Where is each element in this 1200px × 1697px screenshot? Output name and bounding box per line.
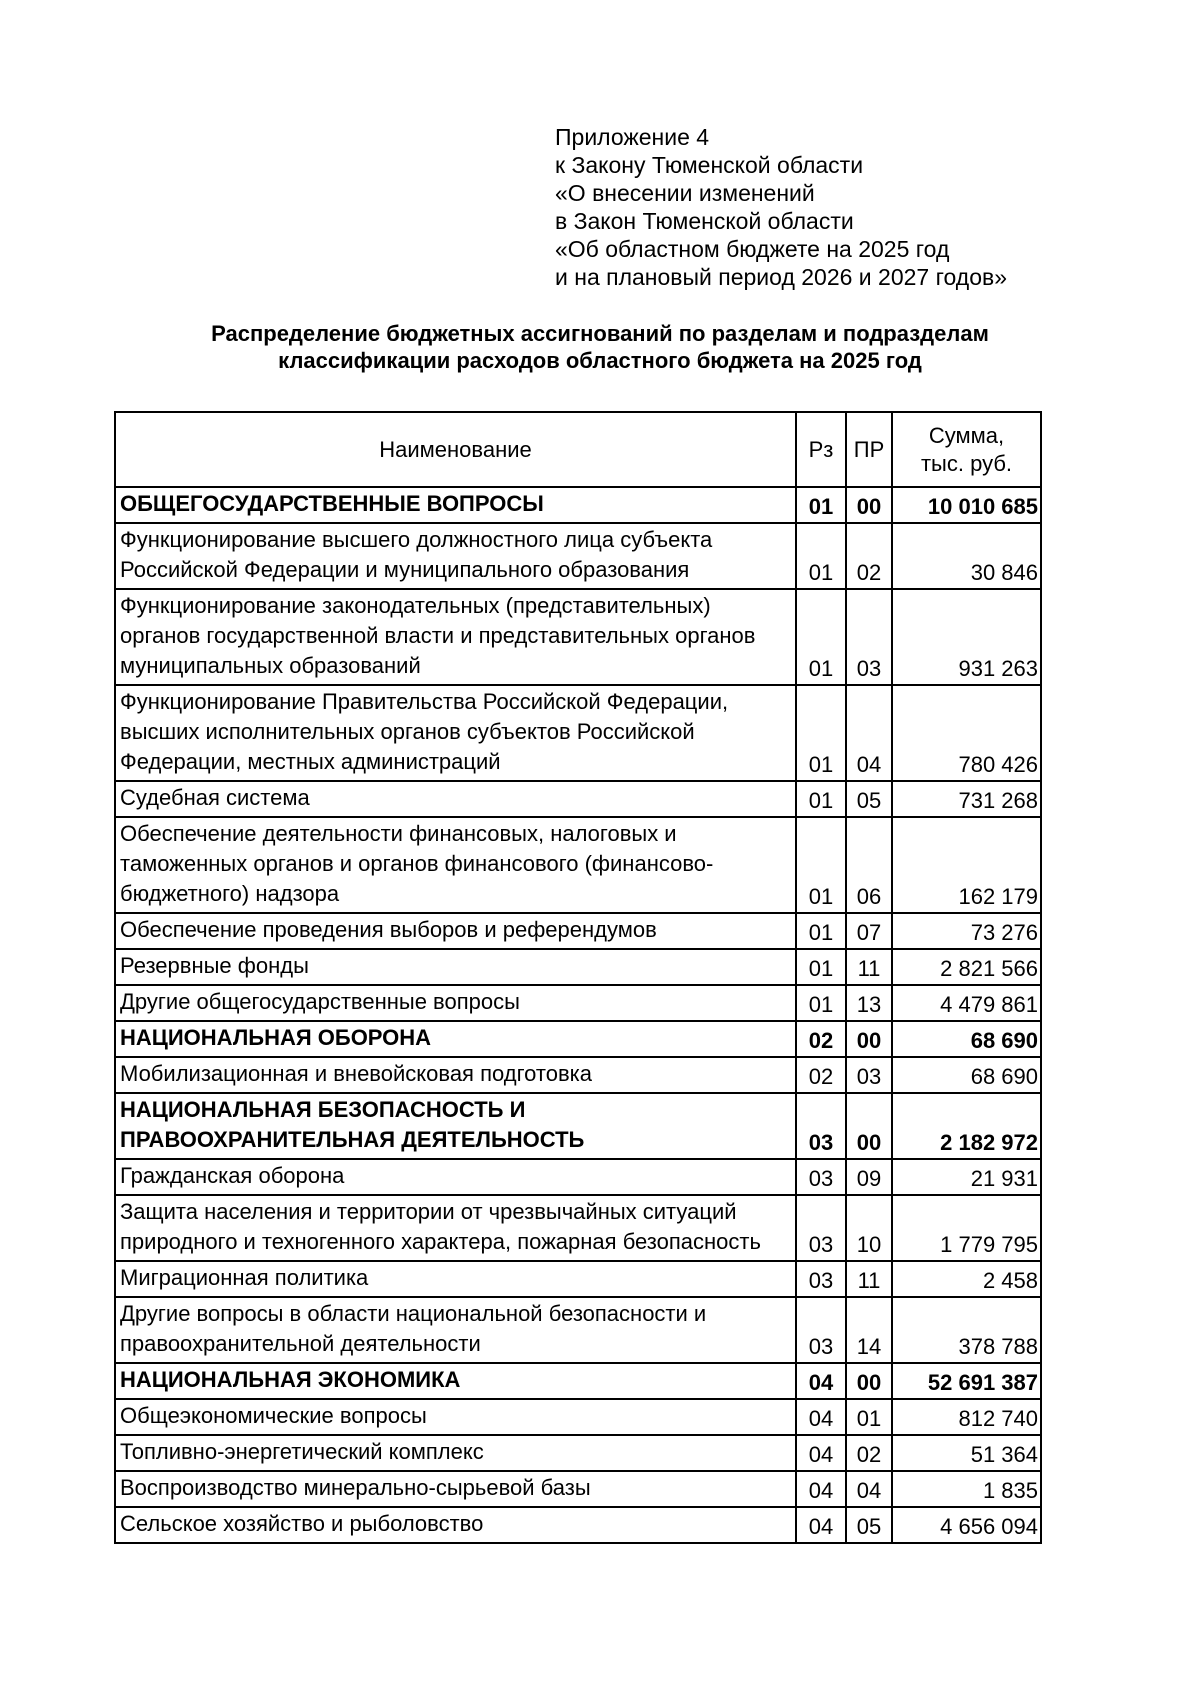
row-pr: 05 xyxy=(856,788,882,813)
row-pr-cell xyxy=(846,1507,892,1543)
row-rz: 04 xyxy=(808,1370,834,1395)
row-pr-cell xyxy=(846,1435,892,1471)
column-header-sum-line: Сумма, xyxy=(928,422,1005,448)
appendix-line: к Закону Тюменской области xyxy=(555,152,864,178)
document-title-line: классификации расходов областного бюджета на 2025 год xyxy=(278,348,922,373)
row-sum: 68 690 xyxy=(970,1028,1038,1053)
row-rz: 03 xyxy=(808,1166,834,1191)
table-row xyxy=(115,949,1041,985)
row-rz: 04 xyxy=(808,1442,834,1467)
row-sum: 812 740 xyxy=(958,1406,1038,1431)
row-sum: 1 779 795 xyxy=(940,1232,1038,1257)
appendix-header xyxy=(555,123,1007,291)
document-title-line: Распределение бюджетных ассигнований по разделам и подразделам xyxy=(211,321,989,346)
row-name: Обеспечение проведения выборов и референдумов xyxy=(115,913,796,949)
row-sum: 21 931 xyxy=(970,1166,1038,1191)
row-rz-cell xyxy=(796,1093,846,1159)
row-rz-cell xyxy=(796,685,846,781)
row-pr-cell xyxy=(846,487,892,523)
row-rz-cell xyxy=(796,1021,846,1057)
row-rz-cell xyxy=(796,913,846,949)
row-rz: 03 xyxy=(808,1130,834,1155)
row-name: НАЦИОНАЛЬНАЯ ЭКОНОМИКА xyxy=(115,1363,796,1399)
row-name: Защита населения и территории от чрезвычайных ситуаций природного и техногенного характера, пожарная безопасность xyxy=(115,1195,796,1261)
row-sum: 51 364 xyxy=(970,1442,1038,1467)
row-sum-cell xyxy=(892,1093,1041,1159)
table-row xyxy=(115,1297,1041,1363)
row-rz-cell xyxy=(796,1195,846,1261)
row-rz: 03 xyxy=(808,1334,834,1359)
row-sum: 4 479 861 xyxy=(940,992,1038,1017)
row-rz: 01 xyxy=(808,884,834,909)
table-body xyxy=(115,487,1041,1543)
row-rz-cell xyxy=(796,589,846,685)
table-row xyxy=(115,1195,1041,1261)
table-row xyxy=(115,1435,1041,1471)
row-pr-cell xyxy=(846,781,892,817)
row-sum: 2 458 xyxy=(982,1268,1038,1293)
row-pr-cell xyxy=(846,985,892,1021)
row-pr: 11 xyxy=(857,956,881,981)
row-sum-cell xyxy=(892,685,1041,781)
table-section-row xyxy=(115,1363,1041,1399)
row-rz: 04 xyxy=(808,1406,834,1431)
table-row xyxy=(115,1261,1041,1297)
row-sum: 731 268 xyxy=(958,788,1038,813)
row-name: Воспроизводство минерально-сырьевой базы xyxy=(115,1471,796,1507)
row-pr-cell xyxy=(846,1399,892,1435)
row-name: Обеспечение деятельности финансовых, налоговых и таможенных органов и органов финансового (финансово-бюджетного) надзора xyxy=(115,817,796,913)
row-pr: 14 xyxy=(856,1334,882,1359)
row-name: НАЦИОНАЛЬНАЯ ОБОРОНА xyxy=(115,1021,796,1057)
row-pr-cell xyxy=(846,1363,892,1399)
row-pr-cell xyxy=(846,1261,892,1297)
row-rz-cell xyxy=(796,781,846,817)
appendix-line: и на плановый период 2026 и 2027 годов» xyxy=(555,264,1007,290)
appendix-line: «Об областном бюджете на 2025 год xyxy=(555,236,950,262)
row-rz: 04 xyxy=(808,1514,834,1539)
row-rz-cell xyxy=(796,1297,846,1363)
column-header-name: Наименование xyxy=(115,412,796,487)
table-row xyxy=(115,781,1041,817)
table-row xyxy=(115,1399,1041,1435)
row-pr-cell xyxy=(846,1057,892,1093)
row-sum: 52 691 387 xyxy=(927,1370,1038,1395)
row-rz: 01 xyxy=(808,752,834,777)
row-sum-cell xyxy=(892,913,1041,949)
table-row xyxy=(115,1507,1041,1543)
row-sum-cell xyxy=(892,1261,1041,1297)
row-sum: 73 276 xyxy=(970,920,1038,945)
row-pr-cell xyxy=(846,1021,892,1057)
row-sum-cell xyxy=(892,1399,1041,1435)
row-rz: 01 xyxy=(808,920,834,945)
row-rz-cell xyxy=(796,985,846,1021)
row-sum-cell xyxy=(892,1471,1041,1507)
row-sum: 10 010 685 xyxy=(927,494,1038,519)
row-rz-cell xyxy=(796,1057,846,1093)
table-row xyxy=(115,985,1041,1021)
row-rz: 02 xyxy=(808,1064,834,1089)
row-pr: 04 xyxy=(856,752,882,777)
row-pr-cell xyxy=(846,1471,892,1507)
document-title xyxy=(100,320,1100,374)
row-pr: 13 xyxy=(856,992,882,1017)
table-section-row xyxy=(115,1093,1041,1159)
row-rz: 01 xyxy=(808,560,834,585)
table-header-row xyxy=(115,412,1041,487)
row-rz-cell xyxy=(796,523,846,589)
table-section-row xyxy=(115,1021,1041,1057)
row-sum-cell xyxy=(892,1507,1041,1543)
row-sum-cell xyxy=(892,1297,1041,1363)
row-sum: 931 263 xyxy=(958,656,1038,681)
row-rz: 02 xyxy=(808,1028,834,1053)
row-rz-cell xyxy=(796,1435,846,1471)
row-rz: 01 xyxy=(808,494,834,519)
row-pr-cell xyxy=(846,1195,892,1261)
row-sum-cell xyxy=(892,985,1041,1021)
row-sum-cell xyxy=(892,523,1041,589)
row-name: Резервные фонды xyxy=(115,949,796,985)
row-pr-cell xyxy=(846,913,892,949)
row-pr-cell xyxy=(846,1297,892,1363)
table-row xyxy=(115,913,1041,949)
column-header-pr: ПР xyxy=(846,412,892,487)
row-rz-cell xyxy=(796,1363,846,1399)
row-sum-cell xyxy=(892,1195,1041,1261)
row-sum-cell xyxy=(892,1021,1041,1057)
appendix-line: в Закон Тюменской области xyxy=(555,208,854,234)
row-name: Сельское хозяйство и рыболовство xyxy=(115,1507,796,1543)
column-header-rz: Рз xyxy=(796,412,846,487)
row-rz-cell xyxy=(796,1159,846,1195)
appendix-line: Приложение 4 xyxy=(555,124,710,150)
row-sum: 2 821 566 xyxy=(940,956,1038,981)
row-sum-cell xyxy=(892,1363,1041,1399)
row-pr: 11 xyxy=(857,1268,881,1293)
row-pr: 03 xyxy=(856,656,882,681)
row-pr: 00 xyxy=(856,494,882,519)
row-name: НАЦИОНАЛЬНАЯ БЕЗОПАСНОСТЬ И ПРАВООХРАНИТЕЛЬНАЯ ДЕЯТЕЛЬНОСТЬ xyxy=(115,1093,796,1159)
budget-allocation-table xyxy=(114,411,1042,1544)
row-name: ОБЩЕГОСУДАРСТВЕННЫЕ ВОПРОСЫ xyxy=(115,487,796,523)
row-rz-cell xyxy=(796,1399,846,1435)
row-sum-cell xyxy=(892,1435,1041,1471)
row-sum: 2 182 972 xyxy=(940,1130,1038,1155)
row-sum-cell xyxy=(892,817,1041,913)
row-sum-cell xyxy=(892,949,1041,985)
row-name: Другие вопросы в области национальной безопасности и правоохранительной деятельности xyxy=(115,1297,796,1363)
table-row xyxy=(115,1057,1041,1093)
row-pr: 02 xyxy=(856,560,882,585)
row-sum-cell xyxy=(892,1159,1041,1195)
column-header-sum xyxy=(892,412,1041,487)
row-pr: 04 xyxy=(856,1478,882,1503)
row-rz-cell xyxy=(796,1507,846,1543)
column-header-sum-line: тыс. руб. xyxy=(920,450,1013,476)
row-pr-cell xyxy=(846,523,892,589)
row-sum-cell xyxy=(892,589,1041,685)
row-sum: 378 788 xyxy=(958,1334,1038,1359)
row-name: Гражданская оборона xyxy=(115,1159,796,1195)
table-row xyxy=(115,817,1041,913)
row-name: Топливно-энергетический комплекс xyxy=(115,1435,796,1471)
row-name: Миграционная политика xyxy=(115,1261,796,1297)
row-pr: 01 xyxy=(856,1406,882,1431)
table-row xyxy=(115,1471,1041,1507)
row-sum: 68 690 xyxy=(970,1064,1038,1089)
row-pr: 10 xyxy=(856,1232,882,1257)
row-sum-cell xyxy=(892,487,1041,523)
row-pr: 00 xyxy=(856,1028,882,1053)
row-sum: 162 179 xyxy=(958,884,1038,909)
row-pr-cell xyxy=(846,1093,892,1159)
row-rz-cell xyxy=(796,1261,846,1297)
row-pr: 06 xyxy=(856,884,882,909)
row-rz-cell xyxy=(796,1471,846,1507)
row-name: Общеэкономические вопросы xyxy=(115,1399,796,1435)
table-row xyxy=(115,685,1041,781)
row-rz-cell xyxy=(796,817,846,913)
row-rz: 01 xyxy=(808,656,834,681)
row-pr: 00 xyxy=(856,1370,882,1395)
row-pr-cell xyxy=(846,949,892,985)
row-name: Функционирование высшего должностного лица субъекта Российской Федерации и муниципального образования xyxy=(115,523,796,589)
row-pr-cell xyxy=(846,589,892,685)
table-row xyxy=(115,523,1041,589)
row-pr: 03 xyxy=(856,1064,882,1089)
row-name: Судебная система xyxy=(115,781,796,817)
row-rz: 04 xyxy=(808,1478,834,1503)
row-rz: 03 xyxy=(808,1268,834,1293)
row-sum: 4 656 094 xyxy=(940,1514,1038,1539)
row-name: Функционирование Правительства Российской Федерации, высших исполнительных органов субъектов Российской Федерации, местных администраций xyxy=(115,685,796,781)
row-rz-cell xyxy=(796,487,846,523)
row-rz: 03 xyxy=(808,1232,834,1257)
table-row xyxy=(115,1159,1041,1195)
row-name: Другие общегосударственные вопросы xyxy=(115,985,796,1021)
table-section-row xyxy=(115,487,1041,523)
row-rz: 01 xyxy=(808,788,834,813)
row-sum: 1 835 xyxy=(982,1478,1038,1503)
row-pr-cell xyxy=(846,685,892,781)
table-row xyxy=(115,589,1041,685)
row-pr-cell xyxy=(846,1159,892,1195)
row-pr: 00 xyxy=(856,1130,882,1155)
row-sum-cell xyxy=(892,1057,1041,1093)
row-rz-cell xyxy=(796,949,846,985)
row-sum: 30 846 xyxy=(970,560,1038,585)
row-name: Функционирование законодательных (представительных) органов государственной власти и представительных органов муниципальных образований xyxy=(115,589,796,685)
row-pr: 05 xyxy=(856,1514,882,1539)
row-sum-cell xyxy=(892,781,1041,817)
row-pr: 02 xyxy=(856,1442,882,1467)
row-name: Мобилизационная и вневойсковая подготовка xyxy=(115,1057,796,1093)
row-pr-cell xyxy=(846,817,892,913)
appendix-line: «О внесении изменений xyxy=(555,180,815,206)
row-rz: 01 xyxy=(808,956,834,981)
row-pr: 07 xyxy=(856,920,882,945)
row-sum: 780 426 xyxy=(958,752,1038,777)
row-rz: 01 xyxy=(808,992,834,1017)
row-pr: 09 xyxy=(856,1166,882,1191)
